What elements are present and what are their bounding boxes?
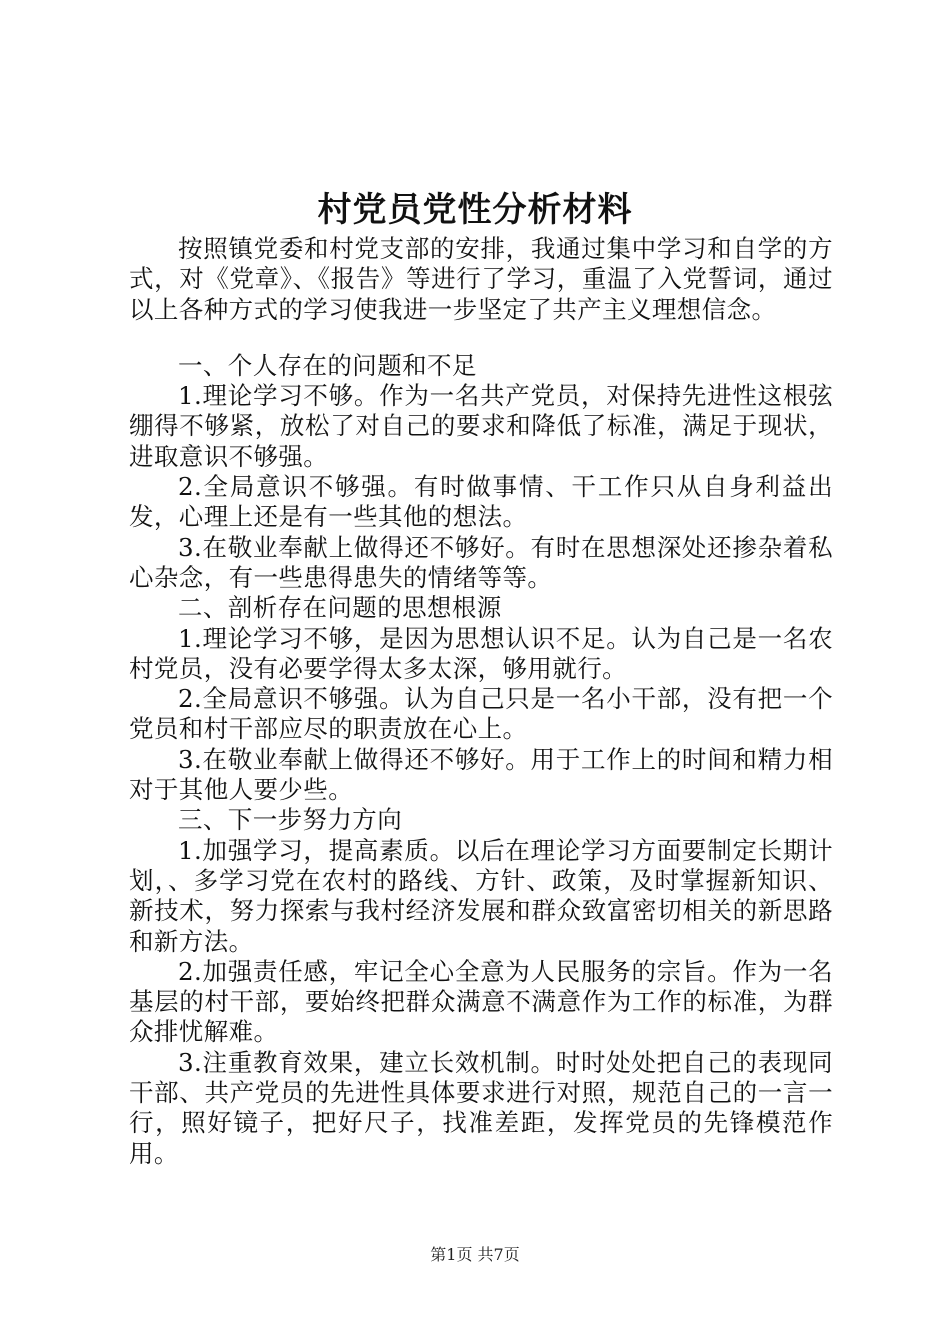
document-body — [129, 234, 833, 1169]
section-1-item-1: 1.理论学习不够。作为一名共产党员，对保持先进性这根弦绷得不够紧，放松了对自己的要求和降低了标准，满足于现状，进取意识不够强。 — [129, 381, 833, 471]
section-2-item-3: 3.在敬业奉献上做得还不够好。用于工作上的时间和精力相对于其他人要少些。 — [129, 744, 833, 805]
section-heading-2: 二、剖析存在问题的思想根源 — [178, 593, 502, 623]
section-3-item-3: 3.注重教育效果，建立长效机制。时时处处把自己的表现同干部、共产党员的先进性具体要求进行对照，规范自己的一言一行，照好镜子，把好尺子，找准差距，发挥党员的先锋模范作用。 — [129, 1047, 833, 1168]
section-1-item-3: 3.在敬业奉献上做得还不够好。有时在思想深处还掺杂着私心杂念，有一些患得患失的情绪等等。 — [129, 532, 833, 592]
intro-paragraph: 按照镇党委和村党支部的安排，我通过集中学习和自学的方式，对《党章》、《报告》等进行了学习，重温了入党誓词，通过以上各种方式的学习使我进一步坚定了共产主义理想信念。 — [129, 234, 833, 324]
section-heading-1: 一、个人存在的问题和不足 — [178, 350, 477, 380]
section-2-item-1: 1.理论学习不够，是因为思想认识不足。认为自己是一名农村党员，没有必要学得太多太深，够用就行。 — [129, 623, 833, 683]
page-number-footer: 第1页 共7页 — [430, 1245, 520, 1264]
paragraph-spacer — [129, 325, 833, 351]
section-3-item-2: 2.加强责任感，牢记全心全意为人民服务的宗旨。作为一名基层的村干部，要始终把群众满意不满意作为工作的标准，为群众排忧解难。 — [129, 956, 833, 1047]
section-3-item-1: 1.加强学习，提高素质。以后在理论学习方面要制定长期计划，、多学习党在农村的路线、方针、政策，及时掌握新知识、新技术，努力探索与我村经济发展和群众致富密切相关的新思路和新方法。 — [129, 835, 833, 956]
section-2-item-2: 2.全局意识不够强。认为自己只是一名小干部，没有把一个党员和村干部应尽的职责放在心上。 — [129, 684, 833, 744]
section-heading-3: 三、下一步努力方向 — [178, 805, 403, 835]
document-title: 村党员党性分析材料 — [317, 190, 633, 230]
section-1-item-2: 2.全局意识不够强。有时做事情、干工作只从自身利益出发，心理上还是有一些其他的想法。 — [129, 472, 833, 532]
